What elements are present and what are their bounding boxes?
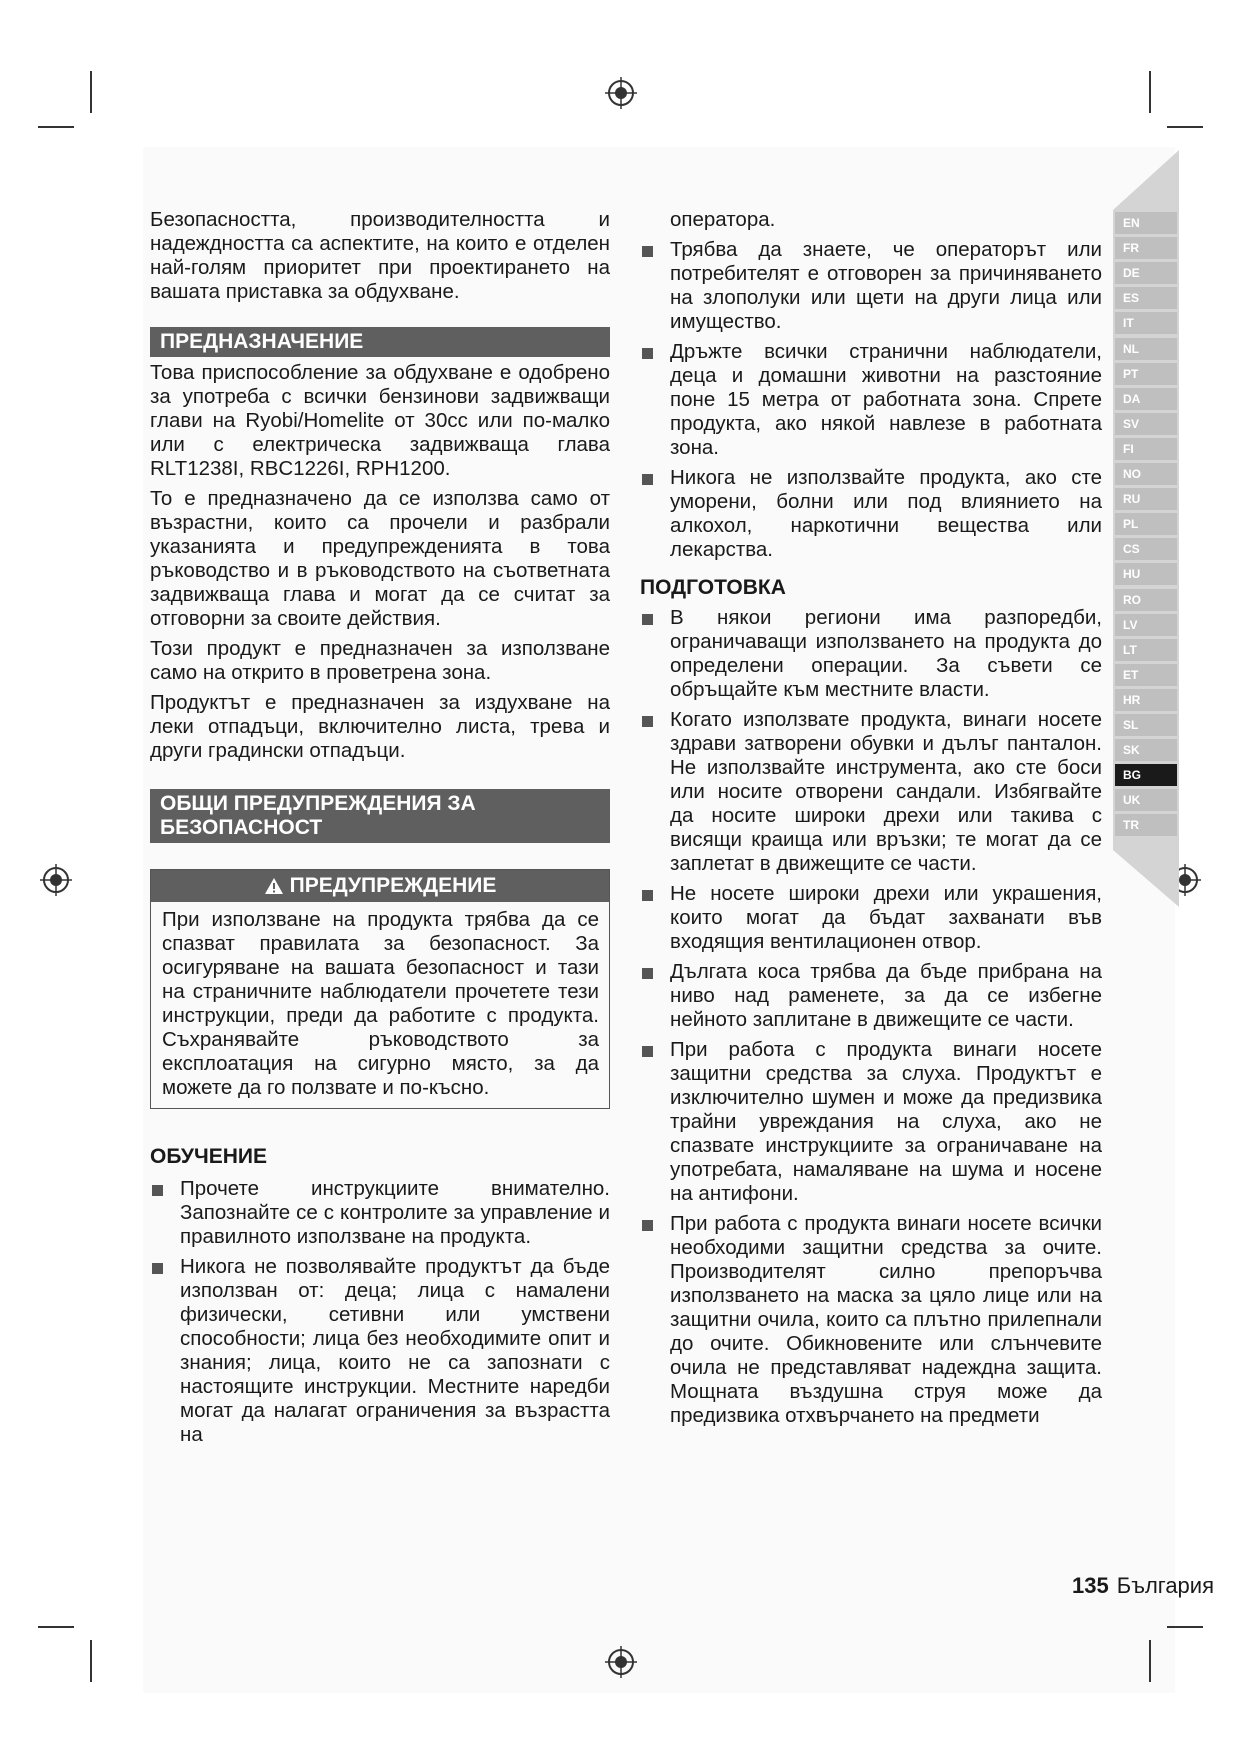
language-tab-fi[interactable]: FI bbox=[1115, 438, 1177, 460]
right-column bbox=[640, 208, 1102, 1428]
page-number: 135 bbox=[1072, 1573, 1109, 1598]
purpose-heading: ПРЕДНАЗНАЧЕНИЕ bbox=[150, 327, 610, 357]
registration-mark-icon bbox=[604, 76, 638, 110]
language-tab-sl[interactable]: SL bbox=[1115, 714, 1177, 736]
crop-mark bbox=[90, 1640, 92, 1682]
bullet-item: При работа с продукта винаги носете всички необходими защитни средства за очите. Производителят силно препоръчва използването на маска за цяло лице или на защитни очила, които са плътно прилепнали до очите. Обикновените или слънчевите очила не представляват надеждна защита. Мощната въздушна струя може да предизвика отхвърчането на предмети bbox=[640, 1212, 1102, 1428]
page-footer bbox=[1072, 1573, 1214, 1599]
language-tab-lt[interactable]: LT bbox=[1115, 639, 1177, 661]
bullet-item: Не носете широки дрехи или украшения, които могат да бъдат захванати във входящия вентилационен отвор. bbox=[640, 882, 1102, 954]
language-tab-pl[interactable]: PL bbox=[1115, 513, 1177, 535]
preparation-heading: ПОДГОТОВКА bbox=[640, 576, 786, 599]
language-tab-pt[interactable]: PT bbox=[1115, 363, 1177, 385]
language-tab-en[interactable]: EN bbox=[1115, 212, 1177, 234]
crop-mark bbox=[1167, 1626, 1203, 1628]
bullet-item: Дългата коса трябва да бъде прибрана на ниво над раменете, за да се избегне нейното заплитане в движещите се части. bbox=[640, 960, 1102, 1032]
warning-text: При използване на продукта трябва да се спазват правилата за безопасност. За осигуряване на вашата безопасност и тази на страничните наблюдатели прочетете тези инструкции, преди да работите с продукта. Съхранявайте ръководството за експлоатация на сигурно място, за да можете да го ползвате и по-късно. bbox=[162, 908, 599, 1099]
footer-language: България bbox=[1116, 1573, 1214, 1598]
language-tab-da[interactable]: DA bbox=[1115, 388, 1177, 410]
registration-mark-icon bbox=[604, 1645, 638, 1679]
crop-mark bbox=[90, 71, 92, 113]
language-tab-de[interactable]: DE bbox=[1115, 262, 1177, 284]
warning-header bbox=[151, 870, 609, 902]
warning-body bbox=[151, 902, 609, 1108]
language-tab-no[interactable]: NO bbox=[1115, 463, 1177, 485]
language-tab-lv[interactable]: LV bbox=[1115, 614, 1177, 636]
language-tab-es[interactable]: ES bbox=[1115, 287, 1177, 309]
language-tab-nl[interactable]: NL bbox=[1115, 338, 1177, 360]
intro-paragraph: Безопасността, производителността и надеждността са аспектите, на които е отделен най-голям приоритет при проектирането на вашата приставка за обдухване. bbox=[150, 208, 610, 303]
language-tab-tr[interactable]: TR bbox=[1115, 814, 1177, 836]
warning-box bbox=[150, 869, 610, 1109]
language-tab-hu[interactable]: HU bbox=[1115, 563, 1177, 585]
general-safety-heading-line: ОБЩИ ПРЕДУПРЕЖДЕНИЯ ЗА bbox=[160, 792, 476, 815]
language-tab-it[interactable]: IT bbox=[1115, 312, 1177, 334]
language-tab-cs[interactable]: CS bbox=[1115, 538, 1177, 560]
general-safety-heading-line: БЕЗОПАСНОСТ bbox=[160, 816, 323, 839]
bullet-item: Никога не позволявайте продуктът да бъде използван от: деца; лица с намалени физически, сетивни или умствени способности; лица без необходимите опит и знания; лица, които не са запознати с настоящите инструкции. Местните наредби могат да налагат ограничения за възрастта на bbox=[150, 1255, 610, 1447]
crop-mark bbox=[38, 126, 74, 128]
training-heading: ОБУЧЕНИЕ bbox=[150, 1145, 267, 1168]
crop-mark bbox=[1149, 71, 1151, 113]
bullet-item: Трябва да знаете, че операторът или потребителят е отговорен за причиняването на злополуки или щети на други лица или имущество. bbox=[640, 238, 1102, 334]
language-tab-et[interactable]: ET bbox=[1115, 664, 1177, 686]
bullet-item: При работа с продукта винаги носете защитни средства за слуха. Продуктът е изключително шумен и може да предизвика трайни увреждания на слуха, ако не спазвате инструкциите за ограничаване на употребата, намаляване на шума и носене на антифони. bbox=[640, 1038, 1102, 1206]
purpose-paragraph: Този продукт е предназначен за използване само на открито в проветрена зона. bbox=[150, 637, 610, 684]
language-tab-uk[interactable]: UK bbox=[1115, 789, 1177, 811]
purpose-paragraph: Продуктът е предназначен за издухване на леки отпадъци, включително листа, трева и други градински отпадъци. bbox=[150, 691, 610, 762]
language-tab-bg[interactable]: BG bbox=[1115, 764, 1177, 786]
warning-title: ПРЕДУПРЕЖДЕНИЕ bbox=[289, 874, 497, 897]
language-tab-fr[interactable]: FR bbox=[1115, 237, 1177, 259]
bullet-item: Прочете инструкциите внимателно. Запознайте се с контролите за управление и правилното използване на продукта. bbox=[150, 1177, 610, 1249]
left-column bbox=[150, 208, 610, 1447]
language-tab-sk[interactable]: SK bbox=[1115, 739, 1177, 761]
bullet-item: Дръжте всички странични наблюдатели, деца и домашни животни на разстояние поне 15 метра от работната зона. Спрете продукта, ако някой навлезе в работната зона. bbox=[640, 340, 1102, 460]
continued-text: оператора. bbox=[670, 208, 776, 231]
purpose-paragraph: Това приспособление за обдухване е одобрено за употреба с всички бензинови задвижващи глави на Ryobi/Homelite от 30cc или по-малко или с електрическа задвижваща глава RLT1238I, RBC1226I, RPH1200. bbox=[150, 361, 610, 480]
language-tab-sv[interactable]: SV bbox=[1115, 413, 1177, 435]
general-safety-heading bbox=[150, 789, 610, 843]
bullet-item: Когато използвате продукта, винаги носете здрави затворени обувки и дълъг панталон. Не използвайте инструмента, ако сте боси или носите отворени сандали. Избягвайте да носите широки дрехи или такива с висящи краища или връзки; те могат да се заплетат в движещите се части. bbox=[640, 708, 1102, 876]
purpose-paragraph: То е предназначено да се използва само от възрастни, които са прочели и разбрали указанията и предупрежденията в това ръководство и в ръководството на съответната задвижваща глава и могат да се считат за отговорни за своите действия. bbox=[150, 487, 610, 630]
bullet-item: В някои региони има разпоредби, ограничаващи използването на продукта до определени операции. За съвети се обръщайте към местните власти. bbox=[640, 606, 1102, 702]
crop-mark bbox=[1149, 1640, 1151, 1682]
crop-mark bbox=[38, 1626, 74, 1628]
bullet-item: Никога не използвайте продукта, ако сте уморени, болни или под влиянието на алкохол, наркотични вещества или лекарства. bbox=[640, 466, 1102, 562]
registration-mark-icon bbox=[39, 863, 73, 897]
language-tab-hr[interactable]: HR bbox=[1115, 689, 1177, 711]
warning-triangle-icon bbox=[264, 877, 284, 895]
language-tab-ro[interactable]: RO bbox=[1115, 589, 1177, 611]
language-tab-strip bbox=[1113, 150, 1179, 907]
language-tab-ru[interactable]: RU bbox=[1115, 488, 1177, 510]
crop-mark bbox=[1167, 126, 1203, 128]
